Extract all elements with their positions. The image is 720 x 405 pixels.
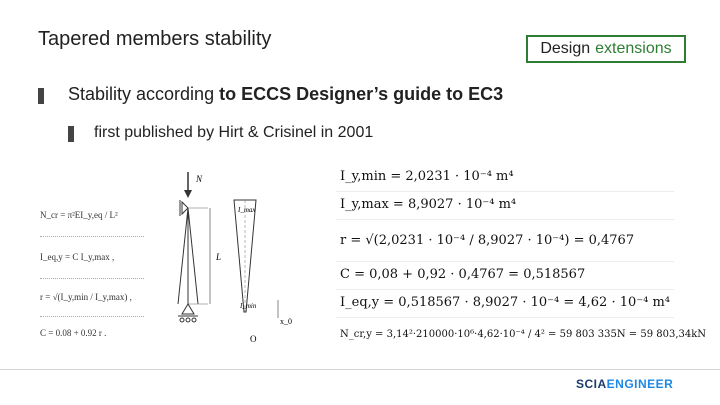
calculation-block [336, 163, 707, 353]
bullet-published: first published by Hirt & Crisinel in 2001 [94, 124, 374, 141]
tapered-column-figure [170, 172, 320, 348]
tag-design: Design [540, 40, 591, 57]
calc-iy-max: I_y,max = 8,9027 · 10⁻⁴ m⁴ [340, 197, 517, 212]
bullet-stability-text: Stability according [68, 84, 220, 104]
scia-engineer-logo [576, 377, 673, 391]
calc-r: r = √(2,0231 · 10⁻⁴ / 8,9027 · 10⁻⁴) = 0,4767 [340, 233, 635, 248]
formula-ncr: N_cr = π²EI_y,eq / L² [40, 210, 118, 220]
calc-ncr: N_cr,y = 3,14²·210000·10⁶·4,62·10⁻⁴ / 4² = 59 803 335N = 59 803,34kN [340, 329, 707, 340]
tag-extensions: extensions [595, 40, 672, 57]
sub-bullet-marker-icon [68, 126, 74, 142]
formula-r: r = √(I_y,min / I_y,max) , [40, 292, 132, 302]
slide-title: Tapered members stability [38, 28, 272, 50]
bullet-stability [68, 84, 503, 105]
label-n: N [196, 174, 203, 184]
label-l: L [216, 252, 222, 262]
formula-c: C = 0.08 + 0.92 r . [40, 328, 107, 338]
formula-ieq: I_eq,y = C I_y,max , [40, 252, 115, 262]
label-imin: I_min [240, 302, 257, 310]
label-o: O [250, 334, 257, 344]
footer-divider [0, 369, 720, 370]
calc-c: C = 0,08 + 0,92 · 0,4767 = 0,518567 [340, 267, 586, 282]
bullet-marker-icon [38, 88, 44, 104]
logo-scia: SCIA [576, 377, 607, 391]
calc-ieq: I_eq,y = 0,518567 · 8,9027 · 10⁻⁴ = 4,62 · 10⁻⁴ m⁴ [340, 295, 670, 310]
label-x0: x_0 [280, 317, 292, 326]
critical-load-formulas [40, 192, 150, 342]
bullet-stability-bold: to ECCS Designer’s guide to EC3 [219, 84, 504, 104]
logo-engineer: ENGINEER [606, 377, 674, 391]
design-extensions-tag [526, 35, 686, 63]
label-imax: I_max [238, 206, 256, 214]
calc-iy-min: I_y,min = 2,0231 · 10⁻⁴ m⁴ [340, 169, 514, 184]
